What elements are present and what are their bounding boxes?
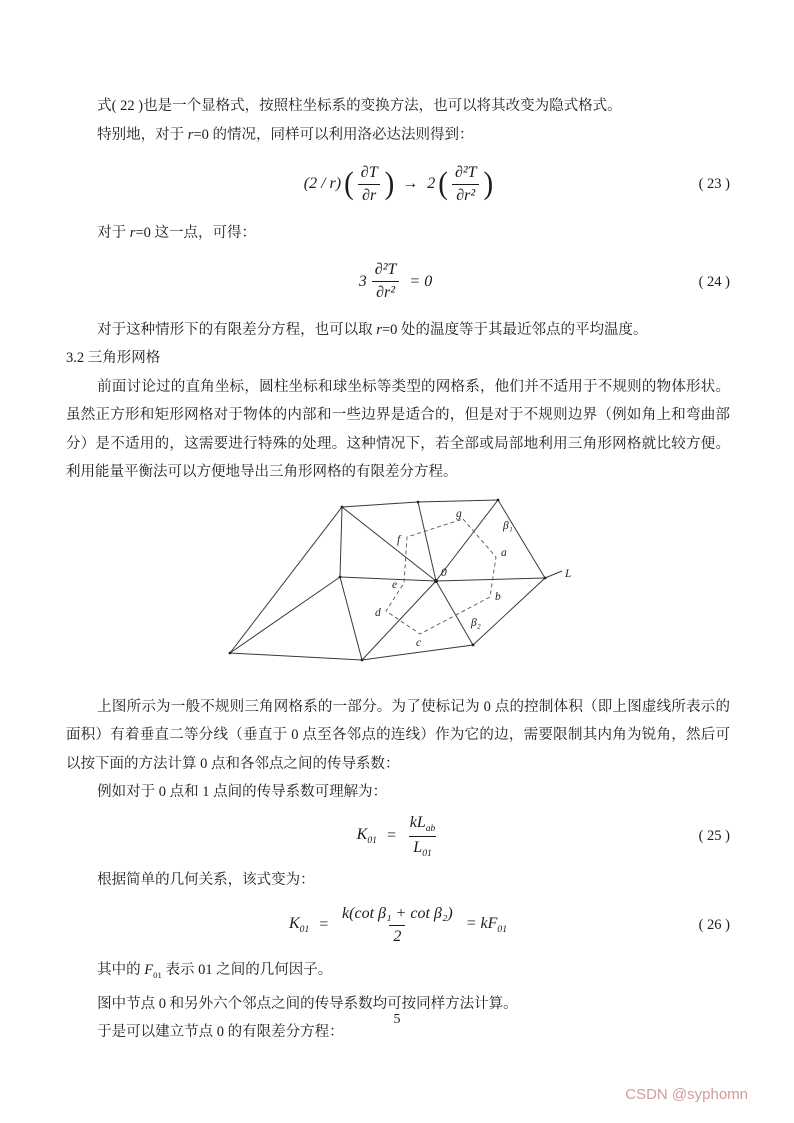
figure-label-a: a	[501, 546, 507, 559]
eq26-denominator: 2	[389, 925, 405, 947]
paragraph-lhopital	[66, 121, 730, 150]
eq26-lhs-symbol: K	[288, 915, 300, 933]
eq25-denominator	[409, 836, 436, 860]
math-var-F-subscript: 01	[153, 970, 162, 981]
eq23-frac1-denominator: ∂r	[358, 184, 380, 206]
eq23-fraction-1	[357, 163, 382, 206]
eq24-coefficient: 3	[358, 272, 367, 290]
equals-sign: =	[385, 827, 397, 845]
eq23-frac2-denominator: ∂r²	[452, 184, 479, 206]
equation-number-23: ( 23 )	[698, 175, 730, 192]
paragraph-text: 上图所示为一般不规则三角网格系的一部分。为了使标记为 0 点的控制体积（即上图虚线所表示的面积）有着垂直二等分线（垂直于 0 点至各邻点的连线）作为它的边，需要限制其内角为锐角，然后可以按下面的方法计算 0 点和各邻点之间的传导系数：	[66, 698, 730, 772]
eq23-open-paren: (	[344, 166, 354, 201]
figure-label-node-0: 0	[441, 566, 447, 579]
math-var-r: r	[187, 126, 194, 143]
equation-26	[66, 900, 730, 950]
equation-number-24: ( 24 )	[698, 273, 730, 290]
figure-label-g: g	[456, 507, 462, 520]
eq25-num-subscript: ab	[425, 822, 436, 834]
paragraph-text: 式( 22 )也是一个显格式，按照柱坐标系的变换方法，也可以将其改变为隐式格式。	[97, 98, 622, 114]
eq26-rhs-subscript: 01	[497, 924, 508, 936]
equation-number-26: ( 26 )	[698, 917, 730, 934]
paragraph-implicit-form	[66, 92, 730, 121]
paragraph-text: 对于这种情形下的有限差分方程，也可以取	[97, 321, 377, 338]
eq26-rhs-symbol: = kF	[465, 915, 498, 933]
eq26-rhs	[466, 914, 507, 936]
eq25-lhs	[357, 825, 377, 847]
eq26-lhs-subscript: 01	[299, 924, 310, 936]
eq24-denominator: ∂r²	[372, 281, 399, 303]
paragraph-text: =0 这一点，可得：	[135, 225, 257, 241]
paragraph-text: 于是可以建立节点 0 的有限差分方程：	[97, 1024, 344, 1041]
math-var-F: F	[144, 962, 154, 979]
eq25-numerator	[406, 813, 440, 836]
paragraph-text: 其中的	[97, 962, 145, 979]
mesh-node-dots	[229, 498, 547, 661]
equation-25	[66, 813, 730, 860]
paragraph-text: =0 的情况，同样可以利用洛必达法则得到：	[193, 126, 474, 143]
figure-label-L: L	[565, 567, 572, 580]
paragraph-text: 前面讨论过的直角坐标，圆柱坐标和球坐标等类型的网格系，他们并不适用于不规则的物体形状。虽然正方形和矩形网格对于物体的内部和一些边界是适合的，但是对于不规则边界（例如角上和弯曲部分）是不适用的，这需要进行特殊的处理。这种情况下，若全部或局部地利用三角形网格就比较方便。利用能量平衡法可以方便地导出三角形网格的有限差分方程。	[66, 378, 730, 480]
figure-label-c: c	[416, 636, 422, 649]
eq23-open-paren-2: (	[438, 166, 448, 201]
paragraph-text: 特别地，对于	[97, 126, 188, 143]
paragraph-r-zero	[66, 219, 730, 248]
paragraph-text: 根据简单的几何关系，该式变为：	[97, 871, 315, 888]
figure-label-beta2: β₂	[471, 616, 481, 629]
eq26-fraction	[338, 904, 457, 947]
figure-label-d: d	[375, 606, 381, 619]
eq25-fraction	[406, 813, 440, 860]
paragraph-geometric-factor	[66, 956, 730, 989]
document-content	[66, 92, 730, 1047]
arrow-icon: →	[402, 175, 419, 192]
paragraph-text: 例如对于 0 点和 1 点间的传导系数可理解为：	[97, 784, 388, 800]
paragraph-conductance-intro	[66, 778, 730, 807]
eq23-close-paren: )	[384, 166, 395, 201]
figure-label-f: f	[397, 533, 401, 546]
equals-sign: =	[318, 916, 330, 934]
page-number: 5	[393, 1012, 401, 1027]
math-var-r: r	[129, 225, 136, 241]
eq26-lhs	[289, 914, 309, 936]
paragraph-average-temp	[66, 316, 730, 345]
figure-label-e: e	[392, 578, 398, 591]
eq24-fraction	[371, 260, 401, 303]
figure-label-b: b	[495, 590, 501, 603]
paragraph-geometry-relation	[66, 866, 730, 895]
eq23-close-paren-2: )	[483, 166, 494, 201]
paragraph-text: 图中节点 0 和另外六个邻点之间的传导系数均可按同样方法计算。	[97, 995, 518, 1012]
eq23-coefficient: (2 / r)	[303, 175, 342, 192]
equation-23	[66, 159, 730, 209]
paragraph-grid-types	[66, 373, 730, 487]
eq23-fraction-2	[451, 163, 481, 206]
equation-24	[66, 256, 730, 308]
eq24-numerator: ∂²T	[374, 261, 397, 278]
equation-number-25: ( 25 )	[698, 828, 730, 845]
paragraph-text: =0 处的温度等于其最近邻点的平均温度。	[381, 321, 648, 338]
eq23-frac1-numerator: ∂T	[360, 163, 378, 181]
eq25-den-subscript: 01	[422, 847, 432, 859]
paragraph-text: 表示 01 之间的几何因子。	[161, 962, 333, 979]
eq23-frac2-numerator: ∂²T	[454, 163, 477, 181]
eq25-den-symbol: L	[413, 838, 423, 856]
eq26-numerator: k(cot β₁ + cot β₂)	[342, 904, 453, 922]
figure-label-beta1: β₁	[503, 519, 513, 532]
eq23-coefficient-2: 2	[427, 175, 436, 192]
figure-container	[66, 493, 730, 683]
section-heading-3-2	[66, 344, 730, 373]
math-var-r: r	[376, 321, 382, 338]
paragraph-control-volume	[66, 693, 730, 779]
eq25-num-symbol: kL	[409, 813, 426, 831]
eq25-lhs-symbol: K	[356, 826, 368, 844]
eq24-rhs: = 0	[409, 272, 433, 290]
section-heading-text: 3.2 三角形网格	[66, 350, 161, 366]
eq25-lhs-subscript: 01	[367, 835, 377, 847]
watermark: CSDN @syphomn	[625, 1086, 748, 1103]
triangular-mesh-figure	[208, 493, 588, 683]
paragraph-text: 对于	[97, 225, 130, 241]
